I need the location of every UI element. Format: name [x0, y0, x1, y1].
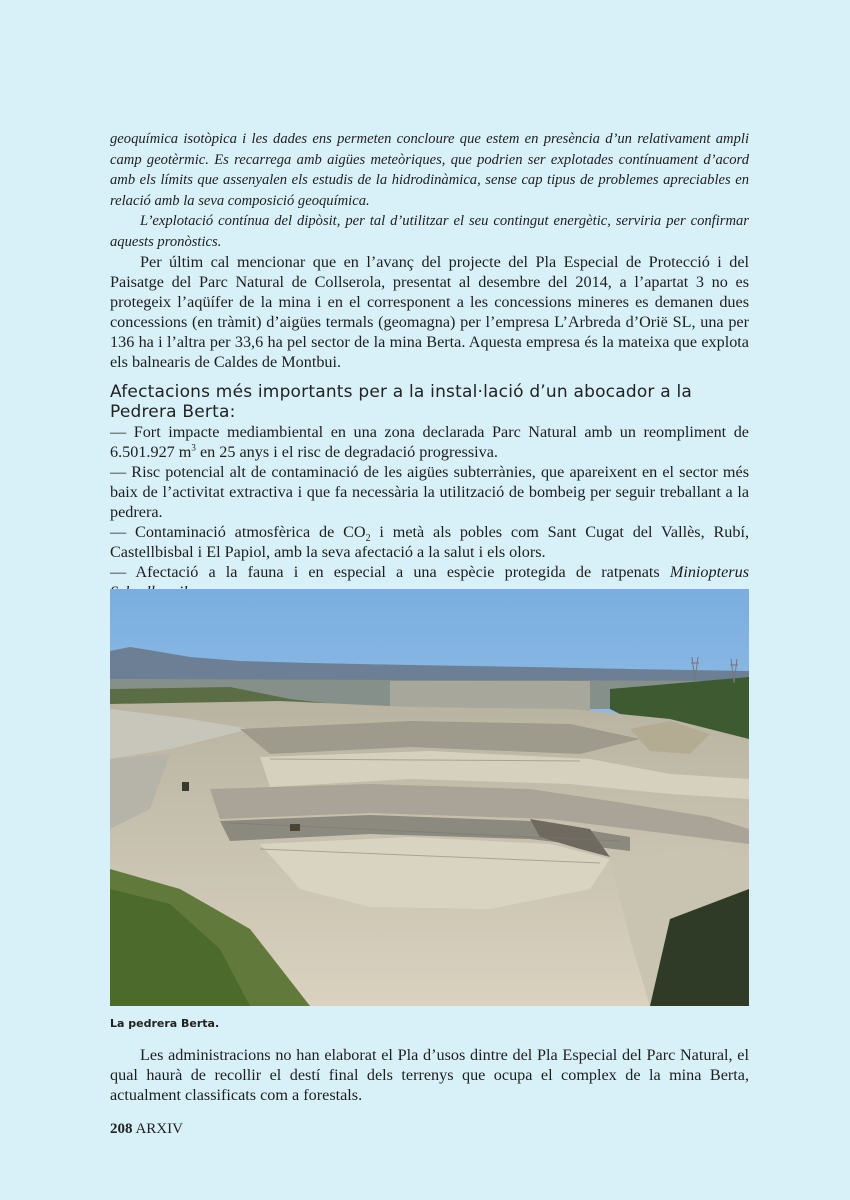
bullet-item-1: — Fort impacte mediambiental en una zona declarada Parc Natural amb un reompliment de 6.501.927 $m^3$ en 25 anys i el risc de degradació progressiva. [110, 423, 749, 461]
intro-italic-block [110, 129, 749, 372]
bullet-item-3: — Contaminació atmosfèrica de $CO_2$ i metà als pobles com Sant Cugat del Vallès, Rubí, Castellbisbal i El Papiol, amb la seva afectació a la salut i els olors. [110, 523, 749, 561]
impacts-section [110, 382, 749, 602]
bullet-item-4: — Afectació a la fauna i en especial a una espècie protegida de ratpenats Miniopterus [110, 563, 749, 581]
body-paragraph-collserola: Per últim cal mencionar que en l’avanç del projecte del Pla Especial de Protecció i del Paisatge del Parc Natural de Collserola, presentat al desembre del 2014, a l’apartat 3 no es protegeix l’aqüífer de la mina i en el corresponent a les concessions mineres es demanen dues concessions (en tràmit) d’aigües termals (geomagna) per l’empresa L’Arbreda d’Orië SL, una per 136 ha i l’altra per 33,6 ha pel sector de la mina Berta. Aquesta empresa és la mateixa que explota els balnearis de Caldes de Montbui. [110, 253, 749, 371]
page-footer [110, 1121, 183, 1138]
italic-paragraph-2: L’explotació contínua del dipòsit, per tal d’utilitzar el seu contingut energètic, serviria per confirmar aquests pronòstics. [110, 213, 749, 250]
journal-name: ARXIV [135, 1121, 183, 1137]
italic-paragraph-1: geoquímica isotòpica i les dades ens permeten concloure que estem en presència d’un relativament ampli camp geotèrmic. Es recarrega amb aigües meteòriques, que podrien ser explotades contínuament d’acord amb els límits que assenyalen els estudis de la hidrodinàmica, sense cap tipus de problemes apreciables en relació amb la seva composició geoquímica. [110, 131, 749, 209]
closing-paragraph: Les administracions no han elaborat el Pla d’usos dintre del Pla Especial del Parc Natural, el qual haurà de recollir el destí final dels terrenys que ocupa el complex de la mina Berta, actualment classificats com a forestals. [110, 1046, 749, 1104]
page-number: 208 [110, 1121, 133, 1137]
closing-block [110, 1045, 749, 1105]
section-heading: Afectacions més importants per a la instal·lació d’un abocador a la Pedrera Berta: [110, 382, 692, 422]
photo-caption: La pedrera Berta. [110, 1017, 220, 1030]
quarry-photo [110, 589, 749, 1006]
bullet-item-2: — Risc potencial alt de contaminació de les aigües subterrànies, que apareixent en el sector més baix de l’activitat extractiva i que fa necessària la utilització de bombeig per seguir treballant a la pedrera. [110, 463, 749, 521]
